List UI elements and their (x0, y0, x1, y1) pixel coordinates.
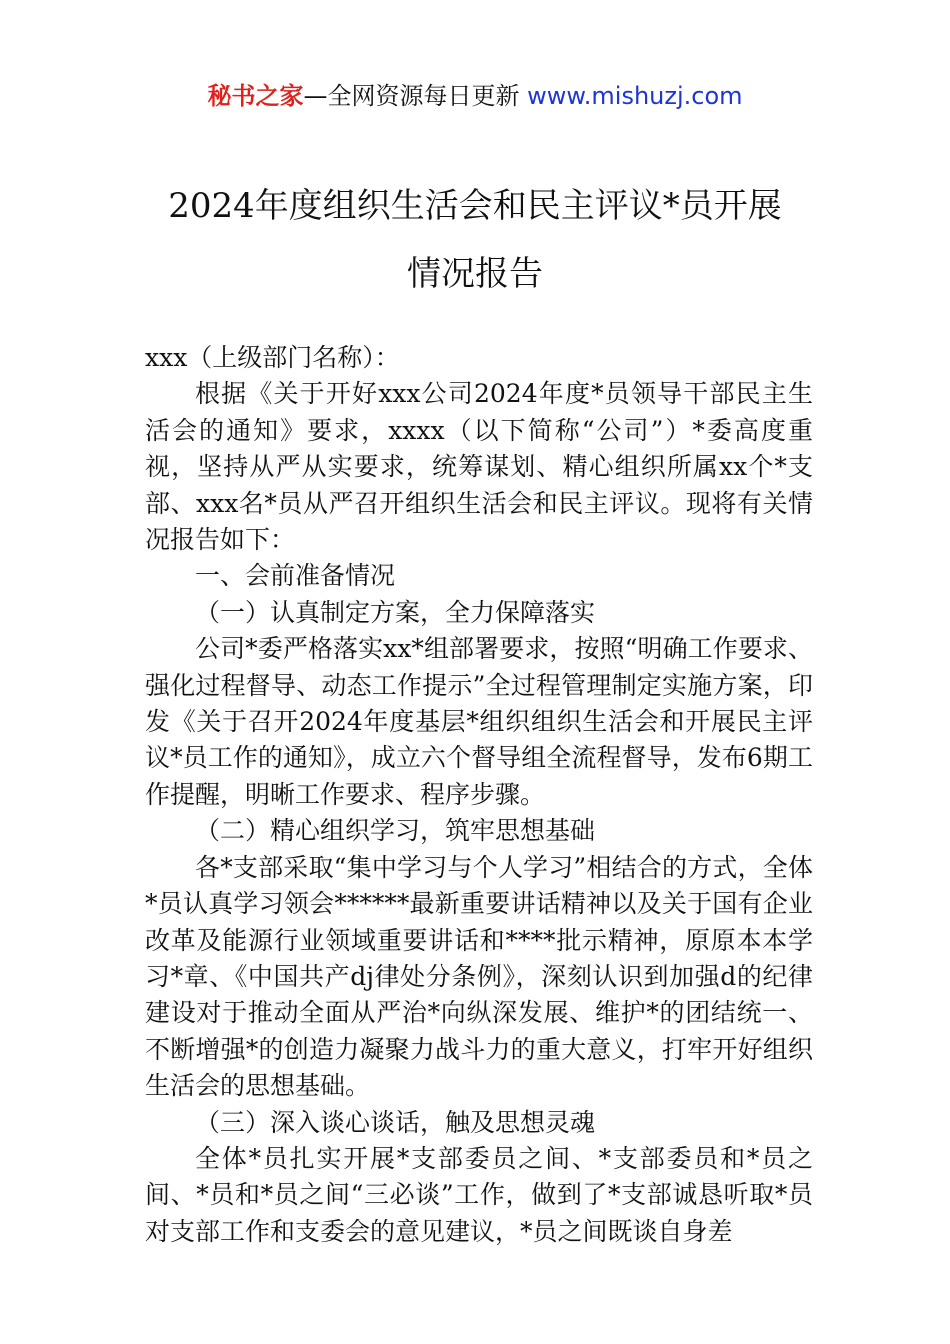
body-paragraph: 公司*委严格落实xx*组部署要求，按照“明确工作要求、强化过程督导、动态工作提示”全过程管理制定实施方案，印发《关于召开2024年度基层*组织组织生活会和开展民主评议*员工作的通知》，成立六个督导组全流程督导，发布6期工作提醒，明晰工作要求、程序步骤。 (145, 634, 813, 809)
document-title (0, 172, 950, 308)
title-line-2: 情况报告 (407, 254, 543, 294)
section-heading-1: 一、会前准备情况 (195, 561, 396, 591)
site-url-link[interactable]: www.mishuzj.com (527, 82, 743, 110)
body-paragraph: 全体*员扎实开展*支部委员之间、*支部委员和*员之间、*员和*员之间“三必谈”工作，做到了*支部诚恳听取*员对支部工作和支委会的意见建议，*员之间既谈自身差 (145, 1143, 813, 1246)
body-paragraph: 各*支部采取“集中学习与个人学习”相结合的方式，全体*员认真学习领会******最新重要讲话精神以及关于国有企业改革及能源行业领域重要讲话和****批示精神，原原本本学习*章、《中国共产dj律处分条例》，深刻认识到加强d的纪律建设对于推动全面从严治*向纵深发展、维护*的团结统一、不断增强*的创造力凝聚力战斗力的重大意义，打牢开好组织生活会的思想基础。 (145, 852, 813, 1101)
brand-name: 秘书之家 (207, 82, 304, 110)
site-header-banner (0, 80, 950, 112)
intro-paragraph: 根据《关于开好xxx公司2024年度*员领导干部民主生活会的通知》要求，xxxx（以下简称“公司”）*委高度重视，坚持从严从实要求，统筹谋划、精心组织所属xx个*支部、xxx名*员从严召开组织生活会和民主评议。现将有关情况报告如下： (145, 379, 813, 555)
subsection-heading-3: （三）深入谈心谈话，触及思想灵魂 (195, 1107, 596, 1137)
subsection-heading-2: （二）精心组织学习，筑牢思想基础 (195, 816, 596, 846)
header-tagline: —全网资源每日更新 (303, 82, 528, 110)
subsection-heading-1: （一）认真制定方案，全力保障落实 (195, 597, 596, 627)
salutation: xxx（上级部门名称）： (145, 343, 400, 372)
document-body (145, 340, 813, 1250)
title-line-1: 2024年度组织生活会和民主评议*员开展 (168, 186, 782, 226)
